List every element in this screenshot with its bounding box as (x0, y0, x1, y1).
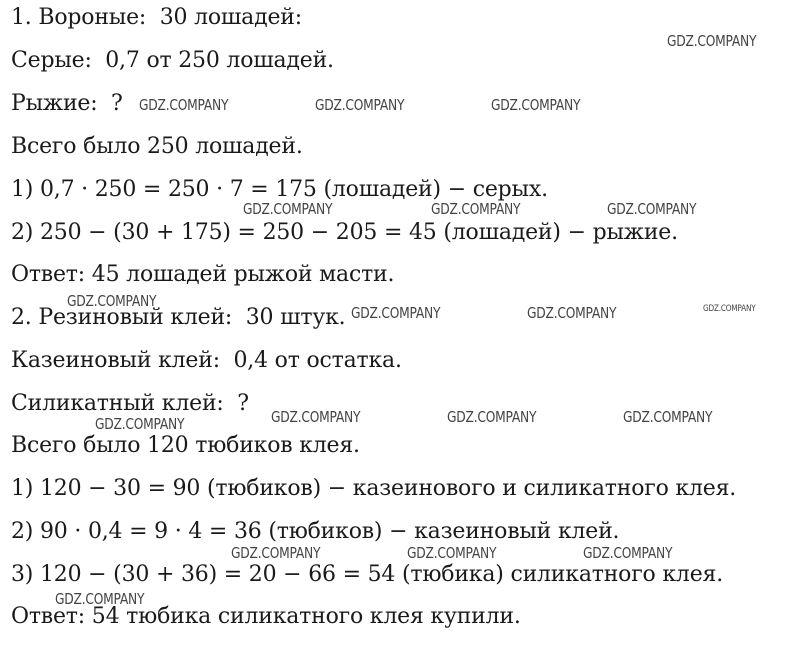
task2-answer: Ответ: 54 тюбика силикатного клея купили. (11, 604, 521, 629)
watermark: GDZ.COMPANY (315, 96, 405, 114)
watermark: GDZ.COMPANY (491, 96, 581, 114)
task1-step-1: 1) 0,7 · 250 = 250 · 7 = 175 (лошадей) − серых. (11, 177, 548, 202)
task2-step-1: 1) 120 − 30 = 90 (тюбиков) − казеинового и силикатного клея. (11, 476, 737, 501)
watermark: GDZ.COMPANY (667, 32, 757, 50)
task1-total: Всего было 250 лошадей. (11, 134, 303, 159)
task1-given-red-horses: Рыжие: ? (11, 91, 123, 116)
watermark: GDZ.COMPANY (231, 544, 321, 562)
task1-given-grey-horses: Серые: 0,7 от 250 лошадей. (11, 48, 334, 73)
watermark: GDZ.COMPANY (583, 544, 673, 562)
task2-step-3: 3) 120 − (30 + 36) = 20 − 66 = 54 (тюбика) силикатного клея. (11, 562, 724, 587)
task2-given-casein-glue: Казеиновый клей: 0,4 от остатка. (11, 348, 402, 373)
watermark: GDZ.COMPANY (139, 96, 229, 114)
watermark: GDZ.COMPANY (351, 304, 441, 322)
task2-given-rubber-glue: 2. Резиновый клей: 30 штук. (11, 305, 346, 330)
watermark: GDZ.COMPANY (243, 200, 333, 218)
watermark: GDZ.COMPANY (703, 304, 756, 314)
watermark: GDZ.COMPANY (67, 292, 157, 310)
watermark: GDZ.COMPANY (407, 544, 497, 562)
watermark: GDZ.COMPANY (95, 415, 185, 433)
task2-step-2: 2) 90 · 0,4 = 9 · 4 = 36 (тюбиков) − казеиновый клей. (11, 519, 620, 544)
watermark: GDZ.COMPANY (431, 200, 521, 218)
task1-given-black-horses: 1. Вороные: 30 лошадей: (11, 5, 302, 30)
task2-given-silicate-glue: Силикатный клей: ? (11, 391, 249, 416)
watermark: GDZ.COMPANY (271, 408, 361, 426)
watermark: GDZ.COMPANY (623, 408, 713, 426)
task1-answer: Ответ: 45 лошадей рыжой масти. (11, 262, 395, 287)
task1-step-2: 2) 250 − (30 + 175) = 250 − 205 = 45 (лошадей) − рыжие. (11, 220, 678, 245)
watermark: GDZ.COMPANY (447, 408, 537, 426)
watermark: GDZ.COMPANY (607, 200, 697, 218)
task2-total: Всего было 120 тюбиков клея. (11, 433, 360, 458)
watermark: GDZ.COMPANY (527, 304, 617, 322)
watermark: GDZ.COMPANY (55, 590, 145, 608)
